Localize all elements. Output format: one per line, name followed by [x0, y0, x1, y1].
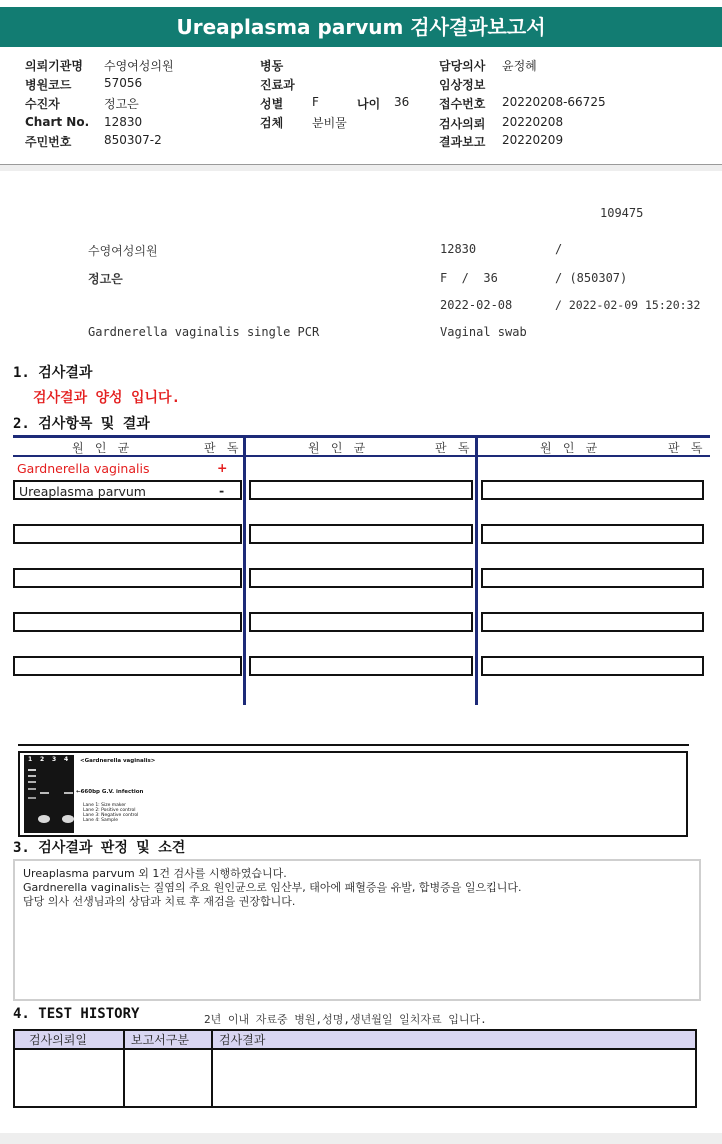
gel-divider [18, 744, 689, 746]
department-label: 진료과 [260, 78, 295, 92]
sex-value: F [312, 95, 319, 109]
col-header-judge-3: 판 독 [668, 441, 705, 455]
form-birth: / (850307) [555, 271, 628, 285]
history-table [13, 1029, 697, 1108]
positive-band [40, 792, 49, 794]
table-col-divider-2 [475, 435, 478, 705]
receipt-no-value: 20220208-66725 [502, 95, 606, 109]
result-organism-2: Ureaplasma parvum [19, 484, 146, 499]
form-chart: 12830 [440, 242, 477, 256]
footer-strip [0, 1133, 722, 1144]
lane-number: 3 [52, 756, 57, 763]
hospital-code-label: 병원코드 [25, 78, 72, 92]
hospital-value: 수영여성의원 [104, 59, 174, 73]
ladder-band [28, 769, 36, 771]
lane-number: 1 [28, 756, 33, 763]
comment-box [13, 859, 701, 1001]
primer-dimer [38, 815, 50, 823]
empty-cell [481, 612, 704, 632]
col-header-judge-1: 판 독 [204, 441, 241, 455]
section2-title: 2. 검사항목 및 결과 [13, 416, 150, 432]
age-value: 36 [394, 95, 410, 109]
empty-cell [481, 568, 704, 588]
empty-cell [249, 568, 473, 588]
comment-line: 담당 의사 선생님과의 상담과 치료 후 재검을 권장합니다. [23, 895, 296, 908]
col-header-organism-1: 원 인 균 [72, 441, 132, 455]
resident-label: 주민번호 [25, 135, 72, 149]
age-label: 나이 [357, 97, 381, 111]
table-top-rule [13, 435, 710, 438]
patient-value: 정고은 [104, 97, 139, 111]
result-summary: 검사결과 양성 입니다. [33, 390, 181, 406]
form-hospital: 수영여성의원 [88, 244, 158, 258]
empty-cell [249, 656, 473, 676]
sex-label: 성별 [260, 97, 284, 111]
primer-dimer [62, 815, 74, 823]
request-date-label: 검사의뢰 [439, 117, 486, 131]
lane-number: 2 [40, 756, 45, 763]
doctor-value: 윤정혜 [502, 59, 537, 73]
section3-title: 3. 검사결과 판정 및 소견 [13, 840, 186, 856]
result-row-box [13, 480, 242, 500]
history-cell [212, 1049, 696, 1107]
chart-value: 12830 [104, 115, 143, 129]
history-cell [124, 1049, 212, 1107]
form-sex-age: F / 36 [440, 271, 498, 285]
result-judgement-1: + [217, 460, 228, 475]
report-date-label: 결과보고 [439, 135, 486, 149]
gel-arrow-label: ←660bp G.V. infection [76, 789, 144, 795]
section1-title: 1. 검사결과 [13, 365, 93, 381]
form-specimen: Vaginal swab [440, 325, 527, 339]
gel-legend-item: Lane 1: Size maker [83, 803, 126, 808]
empty-cell [249, 612, 473, 632]
ladder-band [28, 781, 36, 783]
col-header-judge-2: 판 독 [435, 441, 472, 455]
chart-label: Chart No. [25, 115, 90, 129]
empty-cell [481, 524, 704, 544]
hospital-label: 의뢰기관명 [25, 59, 83, 73]
history-cell [14, 1049, 124, 1107]
ward-label: 병동 [260, 59, 284, 73]
history-header-row [14, 1030, 696, 1049]
form-slash: / [555, 242, 563, 256]
resident-value: 850307-2 [104, 133, 162, 147]
form-report-datetime: / 2022-02-09 15:20:32 [555, 298, 701, 312]
patient-label: 수진자 [25, 97, 60, 111]
ladder-band [28, 775, 36, 777]
form-request-date: 2022-02-08 [440, 298, 513, 312]
ladder-band [28, 788, 36, 790]
result-organism-1: Gardnerella vaginalis [17, 461, 150, 476]
receipt-no-label: 접수번호 [439, 97, 486, 111]
header-gap [0, 165, 722, 171]
result-judgement-2: - [219, 483, 225, 498]
history-empty-row [14, 1049, 696, 1107]
request-date-value: 20220208 [502, 115, 564, 129]
comment-line: Ureaplasma parvum 외 1건 검사를 시행하였습니다. [23, 867, 287, 880]
gel-legend-item: Lane 4: Sample [83, 818, 118, 823]
col-header-organism-2: 원 인 균 [308, 441, 368, 455]
hospital-code-value: 57056 [104, 76, 143, 90]
form-patient: 정고은 [88, 272, 123, 286]
history-col-report-type: 보고서구분 [124, 1030, 212, 1049]
history-note: 2년 이내 자료중 병원,성명,생년월일 일치자료 입니다. [204, 1013, 487, 1026]
empty-cell [13, 656, 242, 676]
empty-cell [13, 612, 242, 632]
clinical-info-label: 임상정보 [439, 78, 486, 92]
empty-cell [249, 524, 473, 544]
empty-cell [481, 656, 704, 676]
gel-title: <Gardnerella vaginalis> [80, 758, 156, 764]
specimen-value: 분비물 [312, 116, 347, 130]
lane-number: 4 [64, 756, 69, 763]
history-col-request-date: 검사의뢰일 [14, 1030, 124, 1049]
doctor-label: 담당의사 [439, 59, 486, 73]
section4-title: 4. TEST HISTORY [13, 1006, 140, 1022]
empty-cell [13, 524, 242, 544]
sample-band [64, 792, 73, 794]
form-test-name: Gardnerella vaginalis single PCR [88, 325, 320, 339]
comment-line: Gardnerella vaginalis는 질염의 주요 원인균으로 임산부, 태아에 패혈증을 유발, 합병증을 일으킵니다. [23, 881, 522, 894]
specimen-label: 검체 [260, 116, 284, 130]
gel-panel [18, 751, 688, 837]
form-id: 109475 [600, 206, 644, 220]
ladder-band [28, 797, 36, 799]
empty-cell [481, 480, 704, 500]
report-title: Ureaplasma parvum 검사결과보고서 [0, 7, 722, 47]
col-header-organism-3: 원 인 균 [540, 441, 600, 455]
report-date-value: 20220209 [502, 133, 564, 147]
empty-cell [13, 568, 242, 588]
table-col-divider-1 [243, 435, 246, 705]
gel-legend [83, 803, 138, 823]
gel-legend-item: Lane 3: Negative control [83, 813, 139, 818]
empty-cell [249, 480, 473, 500]
gel-image [24, 755, 74, 833]
gel-legend-item: Lane 2: Positive control [83, 808, 136, 813]
history-col-result: 검사결과 [212, 1030, 696, 1049]
